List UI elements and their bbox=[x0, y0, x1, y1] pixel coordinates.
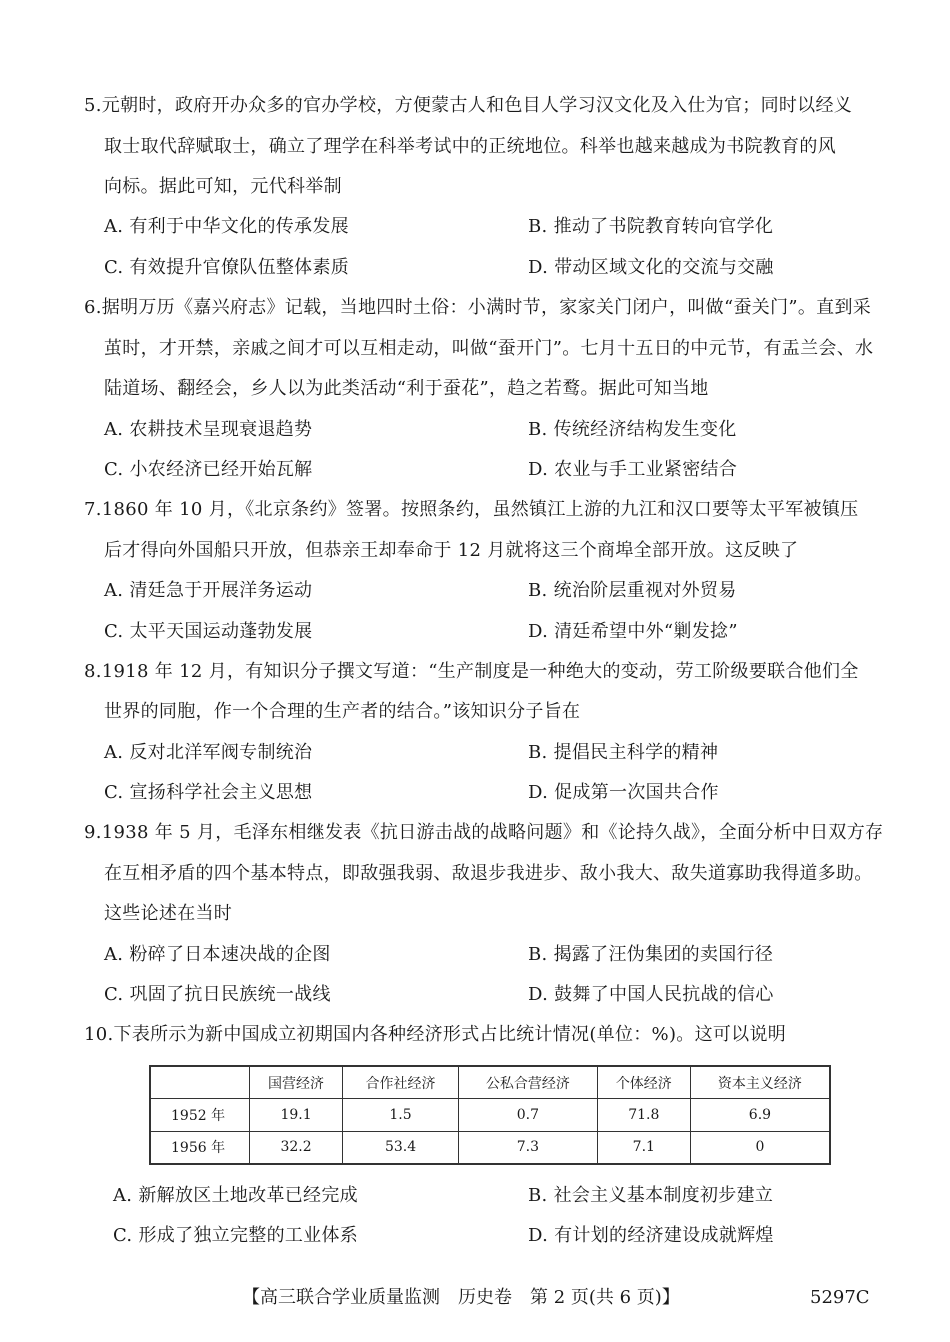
table-cell: 32.2 bbox=[250, 1131, 343, 1164]
table-cell: 19.1 bbox=[250, 1099, 343, 1131]
table-cell: 0 bbox=[690, 1131, 830, 1164]
q8-number: 8. bbox=[84, 661, 102, 682]
q5-option-d[interactable]: D. 带动区域文化的交流与交融 bbox=[528, 257, 774, 278]
q10-option-c[interactable]: C. 形成了独立完整的工业体系 bbox=[113, 1225, 359, 1246]
q9-option-a[interactable]: A. 粉碎了日本速决战的企图 bbox=[104, 944, 331, 965]
q5-number: 5. bbox=[84, 95, 102, 116]
q6-option-b[interactable]: B. 传统经济结构发生变化 bbox=[528, 419, 737, 440]
q10-number: 10. bbox=[84, 1024, 114, 1045]
q10-stem-line-1 bbox=[84, 1023, 786, 1047]
q5-stem-line-3: 向标。据此可知，元代科举制 bbox=[104, 176, 342, 197]
q7-stem-line-1 bbox=[84, 498, 858, 522]
q8-option-d[interactable]: D. 促成第一次国共合作 bbox=[528, 782, 719, 803]
q5-option-c[interactable]: C. 有效提升官僚队伍整体素质 bbox=[104, 257, 350, 278]
table-row-year: 1956 年 bbox=[150, 1131, 250, 1164]
q10-stem-text-1: 下表所示为新中国成立初期国内各种经济形式占比统计情况(单位：%)。这可以说明 bbox=[113, 1024, 787, 1045]
q6-number: 6. bbox=[84, 297, 102, 318]
table-cell: 71.8 bbox=[597, 1099, 690, 1131]
table-row bbox=[150, 1099, 830, 1131]
q10-option-b[interactable]: B. 社会主义基本制度初步建立 bbox=[528, 1185, 774, 1206]
table-row-year: 1952 年 bbox=[150, 1099, 250, 1131]
table-cell: 1.5 bbox=[343, 1099, 459, 1131]
q9-number: 9. bbox=[84, 822, 102, 843]
q8-option-b[interactable]: B. 提倡民主科学的精神 bbox=[528, 742, 719, 763]
q10-option-a[interactable]: A. 新解放区土地改革已经完成 bbox=[113, 1185, 358, 1206]
q9-stem-line-2: 在互相矛盾的四个基本特点，即敌强我弱、敌退步我进步、敌小我大、敌失道寡助我得道多助。 bbox=[104, 863, 873, 884]
table-cell: 0.7 bbox=[458, 1099, 597, 1131]
q6-stem-text-1: 据明万历《嘉兴府志》记载，当地四时土俗：小满时节，家家关门闭户，叫做“蚕关门”。直到采 bbox=[101, 297, 872, 318]
q8-stem-line-2: 世界的同胞，作一个合理的生产者的结合。”该知识分子旨在 bbox=[104, 701, 581, 722]
q10-option-d[interactable]: D. 有计划的经济建设成就辉煌 bbox=[528, 1225, 774, 1246]
q7-option-b[interactable]: B. 统治阶层重视对外贸易 bbox=[528, 580, 737, 601]
q6-option-a[interactable]: A. 农耕技术呈现衰退趋势 bbox=[104, 419, 313, 440]
q5-option-b[interactable]: B. 推动了书院教育转向官学化 bbox=[528, 216, 774, 237]
footer-title: 【高三联合学业质量监测 历史卷 第 2 页(共 6 页)】 bbox=[242, 1287, 680, 1308]
q9-option-d[interactable]: D. 鼓舞了中国人民抗战的信心 bbox=[528, 984, 774, 1005]
table-row bbox=[150, 1131, 830, 1164]
q6-stem-line-3: 陆道场、翻经会，乡人以为此类活动“利于蚕花”，趋之若鹜。据此可知当地 bbox=[104, 378, 709, 399]
q7-stem-line-2: 后才得向外国船只开放，但恭亲王却奉命于 12 月就将这三个商埠全部开放。这反映了 bbox=[104, 540, 799, 561]
table-corner-cell bbox=[150, 1066, 250, 1099]
economy-table bbox=[149, 1065, 831, 1165]
table-header: 合作社经济 bbox=[343, 1066, 459, 1099]
q5-stem-line-2: 取士取代辞赋取士，确立了理学在科举考试中的正统地位。科举也越来越成为书院教育的风 bbox=[104, 136, 836, 157]
q7-option-d[interactable]: D. 清廷希望中外“剿发捻” bbox=[528, 621, 738, 642]
q6-stem-line-2: 茧时，才开禁，亲戚之间才可以互相走动，叫做“蚕开门”。七月十五日的中元节，有盂兰会、水 bbox=[104, 338, 874, 359]
q5-stem-text-1: 元朝时，政府开办众多的官办学校，方便蒙古人和色目人学习汉文化及入仕为官；同时以经义 bbox=[101, 95, 853, 116]
table-cell: 7.3 bbox=[458, 1131, 597, 1164]
q8-stem-text-1: 1918 年 12 月，有知识分子撰文写道：“生产制度是一种绝大的变动，劳工阶级要联合他们全 bbox=[101, 661, 859, 682]
q8-stem-line-1 bbox=[84, 660, 859, 684]
q8-option-c[interactable]: C. 宣扬科学社会主义思想 bbox=[104, 782, 313, 803]
q8-option-a[interactable]: A. 反对北洋军阀专制统治 bbox=[104, 742, 313, 763]
q6-option-d[interactable]: D. 农业与手工业紧密结合 bbox=[528, 459, 738, 480]
q6-stem-line-1 bbox=[84, 296, 871, 320]
q5-option-a[interactable]: A. 有利于中华文化的传承发展 bbox=[104, 216, 349, 237]
table-header: 个体经济 bbox=[597, 1066, 690, 1099]
table-header: 公私合营经济 bbox=[458, 1066, 597, 1099]
q9-stem-line-3: 这些论述在当时 bbox=[104, 903, 233, 924]
q7-option-c[interactable]: C. 太平天国运动蓬勃发展 bbox=[104, 621, 313, 642]
q9-stem-line-1 bbox=[84, 821, 883, 845]
q7-option-a[interactable]: A. 清廷急于开展洋务运动 bbox=[104, 580, 313, 601]
footer-code: 5297C bbox=[810, 1287, 870, 1308]
q9-option-b[interactable]: B. 揭露了汪伪集团的卖国行径 bbox=[528, 944, 774, 965]
q5-stem-line-1 bbox=[84, 94, 852, 118]
q7-stem-text-1: 1860 年 10 月，《北京条约》签署。按照条约，虽然镇江上游的九江和汉口要等太平军被镇压 bbox=[101, 499, 859, 520]
q7-number: 7. bbox=[84, 499, 102, 520]
q6-option-c[interactable]: C. 小农经济已经开始瓦解 bbox=[104, 459, 313, 480]
q9-stem-text-1: 1938 年 5 月，毛泽东相继发表《抗日游击战的战略问题》和《论持久战》，全面分析中日双方存 bbox=[101, 822, 884, 843]
table-cell: 6.9 bbox=[690, 1099, 830, 1131]
table-header: 资本主义经济 bbox=[690, 1066, 830, 1099]
table-header-row bbox=[150, 1066, 830, 1099]
table-cell: 7.1 bbox=[597, 1131, 690, 1164]
q9-option-c[interactable]: C. 巩固了抗日民族统一战线 bbox=[104, 984, 331, 1005]
table-header: 国营经济 bbox=[250, 1066, 343, 1099]
table-cell: 53.4 bbox=[343, 1131, 459, 1164]
